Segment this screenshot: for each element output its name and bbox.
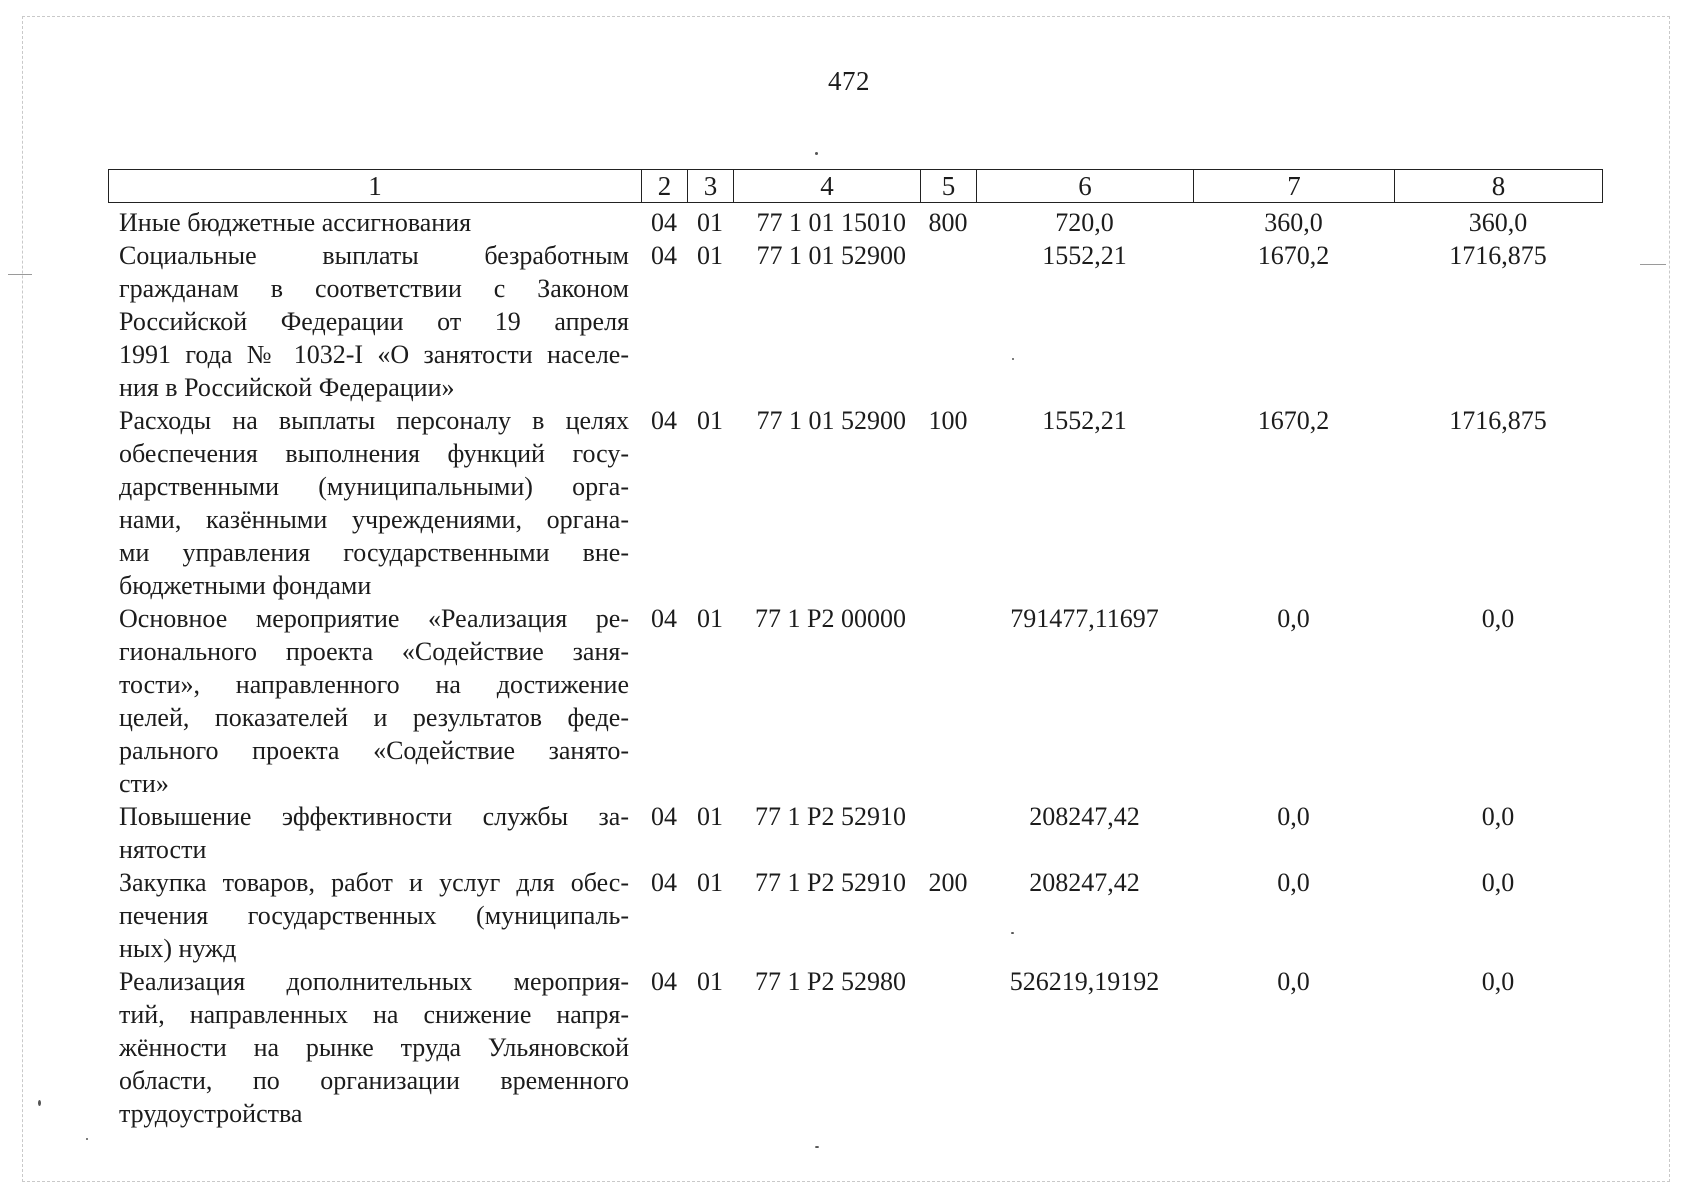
target-article-code: 77 1 P2 00000 [755, 604, 906, 633]
description-line: обеспечения выполнения функций госу- [119, 439, 629, 468]
description-line: ния в Российской Федерации» [119, 373, 455, 402]
header-cell-6: 6 [977, 170, 1194, 203]
subsection-code: 01 [697, 208, 723, 237]
expense-type-code [920, 239, 976, 404]
scan-speck [86, 1138, 88, 1140]
row-description [108, 239, 641, 404]
header-cell-4: 4 [734, 170, 921, 203]
row-description [108, 866, 641, 965]
amount-year-1: 208247,42 [1029, 868, 1140, 897]
amount-year-1: 208247,42 [1029, 802, 1140, 831]
section-code: 04 [651, 241, 677, 270]
scan-speck [815, 1146, 819, 1148]
target-article-code: 77 1 P2 52910 [755, 802, 906, 831]
section-code: 04 [651, 604, 677, 633]
header-cell-5: 5 [921, 170, 977, 203]
subsection-code: 01 [697, 967, 723, 996]
description-line: рального проекта «Содействие занято- [119, 736, 629, 765]
description-line: гионального проекта «Содействие заня- [119, 637, 629, 666]
description-line: нятости [119, 835, 207, 864]
expense-type-code: 100 [928, 406, 968, 435]
description-line: тости», направленного на достижение [119, 670, 629, 699]
description-line: тий, направленных на снижение напря- [119, 1000, 629, 1029]
expense-type-code [920, 800, 976, 866]
target-article-code: 77 1 P2 52910 [755, 868, 906, 897]
amount-year-3: 1716,875 [1449, 241, 1547, 270]
description-line: Российской Федерации от 19 апреля [119, 307, 629, 336]
table-row [108, 965, 1602, 1130]
header-row [109, 170, 1603, 203]
table-row [108, 866, 1602, 965]
row-description [108, 800, 641, 866]
column-number-header [108, 169, 1603, 203]
amount-year-2: 0,0 [1277, 868, 1310, 897]
expense-type-code: 200 [928, 868, 968, 897]
amount-year-2: 1670,2 [1257, 406, 1330, 435]
scan-speck [1011, 932, 1014, 934]
header-cell-1: 1 [109, 170, 642, 203]
scan-mark [1640, 264, 1666, 265]
target-article-code: 77 1 01 15010 [756, 208, 906, 237]
header-cell-3: 3 [688, 170, 734, 203]
amount-year-2: 1670,2 [1257, 241, 1330, 270]
budget-table-body [108, 206, 1602, 1130]
subsection-code: 01 [697, 868, 723, 897]
header-cell-7: 7 [1194, 170, 1395, 203]
description-line: Иные бюджетные ассигнования [119, 208, 472, 237]
scan-speck [815, 152, 818, 155]
subsection-code: 01 [697, 604, 723, 633]
description-line: Социальные выплаты безработным [119, 241, 629, 270]
page-number: 472 [828, 66, 870, 96]
expense-type-code [920, 602, 976, 800]
scan-mark [8, 274, 32, 275]
target-article-code: 77 1 01 52900 [756, 241, 906, 270]
description-line: Закупка товаров, работ и услуг для обес- [119, 868, 629, 897]
description-line: жённости на рынке труда Ульяновской [119, 1033, 629, 1062]
amount-year-1: 791477,11697 [1010, 604, 1159, 633]
amount-year-3: 0,0 [1481, 967, 1515, 996]
section-code: 04 [651, 208, 677, 237]
table-row [108, 239, 1602, 404]
description-line: Расходы на выплаты персоналу в целях [119, 406, 629, 435]
expense-type-code [920, 965, 976, 1130]
section-code: 04 [651, 967, 677, 996]
row-description [108, 965, 641, 1130]
header-cell-2: 2 [642, 170, 688, 203]
amount-year-2: 0,0 [1277, 604, 1310, 633]
section-code: 04 [651, 802, 677, 831]
description-line: сти» [119, 769, 169, 798]
amount-year-1: 1552,21 [1042, 241, 1127, 270]
scan-speck [1012, 358, 1014, 360]
amount-year-3: 0,0 [1481, 802, 1515, 831]
expense-type-code: 800 [928, 208, 968, 237]
amount-year-2: 0,0 [1277, 967, 1310, 996]
amount-year-3: 0,0 [1481, 868, 1515, 897]
description-line: целей, показателей и результатов феде- [119, 703, 629, 732]
description-line: гражданам в соответствии с Законом [119, 274, 629, 303]
amount-year-1: 1552,21 [1042, 406, 1127, 435]
description-line: области, по организации временного [119, 1066, 629, 1095]
target-article-code: 77 1 P2 52980 [755, 967, 906, 996]
table-row [108, 404, 1602, 602]
amount-year-3: 0,0 [1481, 604, 1515, 633]
row-description [108, 206, 641, 239]
row-description [108, 404, 641, 602]
description-line: нами, казёнными учреждениями, органа- [119, 505, 629, 534]
section-code: 04 [651, 868, 677, 897]
scan-speck [38, 1100, 41, 1106]
subsection-code: 01 [697, 406, 723, 435]
description-line: ных) нужд [119, 934, 237, 963]
subsection-code: 01 [697, 241, 723, 270]
amount-year-3: 1716,875 [1449, 406, 1547, 435]
amount-year-2: 360,0 [1264, 208, 1323, 237]
amount-year-1: 720,0 [1055, 208, 1114, 237]
description-line: дарственными (муниципальными) орга- [119, 472, 629, 501]
row-description [108, 602, 641, 800]
amount-year-2: 0,0 [1277, 802, 1310, 831]
table-row [108, 206, 1602, 239]
description-line: 1991 года № 1032-I «О занятости населе- [119, 340, 629, 369]
section-code: 04 [651, 406, 677, 435]
description-line: Повышение эффективности службы за- [119, 802, 629, 831]
table-row [108, 602, 1602, 800]
subsection-code: 01 [697, 802, 723, 831]
table-row [108, 800, 1602, 866]
description-line: печения государственных (муниципаль- [119, 901, 629, 930]
amount-year-3: 360,0 [1468, 208, 1528, 237]
description-line: трудоустройства [119, 1099, 303, 1128]
header-cell-8: 8 [1395, 170, 1603, 203]
description-line: ми управления государственными вне- [119, 538, 629, 567]
target-article-code: 77 1 01 52900 [756, 406, 906, 435]
amount-year-1: 526219,19192 [1009, 967, 1160, 996]
description-line: Основное мероприятие «Реализация ре- [119, 604, 629, 633]
description-line: бюджетными фондами [119, 571, 372, 600]
description-line: Реализация дополнительных мероприя- [119, 967, 629, 996]
